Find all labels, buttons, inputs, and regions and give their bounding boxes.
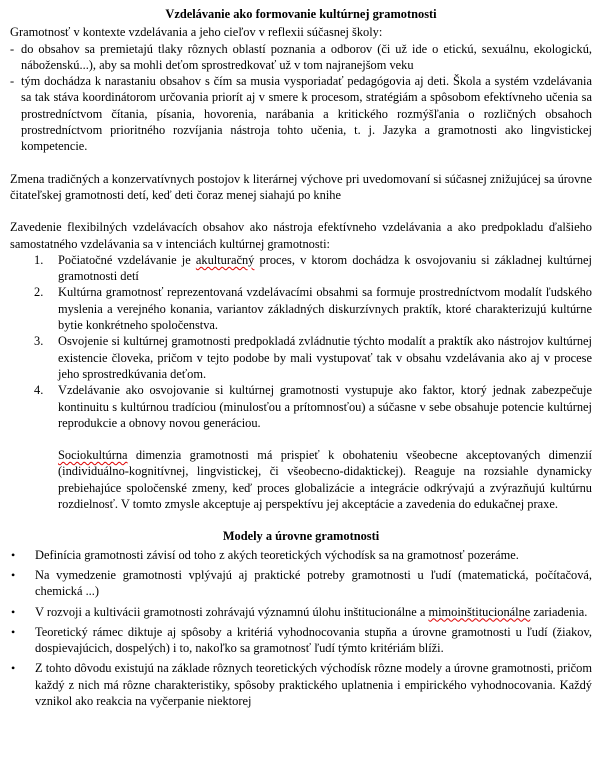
dash-item-text: do obsahov sa premietajú tlaky rôznych oblastí poznania a odborov (či už ide o etickú, sexuálnu, ekologickú, náboženskú...), aby sa mohli deťom sprostredkovať už v tom najranejšom veku bbox=[21, 41, 592, 72]
item-text: Osvojenie si kultúrnej gramotnosti predpokladá zvládnutie týchto modalít a praktík ako nástrojov kultúrnej existencie človeka, pričom v tejto podobe by mali vystupovať tak v obsahu vzdelávania ako aj v procese jeho sprostredkúvania deťom. bbox=[58, 334, 592, 381]
intro-line: Gramotnosť v kontexte vzdelávania a jeho cieľov v reflexii súčasnej školy: bbox=[10, 25, 383, 40]
dash-list-item bbox=[10, 73, 592, 154]
dash-marker: - bbox=[10, 74, 15, 89]
bullet-list-item bbox=[10, 660, 592, 709]
dash-marker: - bbox=[10, 41, 15, 56]
bullet-list-item bbox=[10, 604, 592, 620]
item-text: Počiatočné vzdelávanie je bbox=[58, 252, 196, 267]
bullet-text: Na vymedzenie gramotnosti vplývajú aj praktické potreby gramotnosti u ľudí (matematická, počítačová, chemická ...) bbox=[35, 567, 592, 599]
item-text: proces, v ktorom dochádza k osvojovaniu si základnej kultúrnej gramotnosti detí bbox=[58, 252, 592, 284]
section-title-cultural-literacy: Vzdelávanie ako formovanie kultúrnej gramotnosti bbox=[165, 7, 437, 21]
paragraph-gap bbox=[10, 155, 592, 171]
bullet-marker: • bbox=[11, 547, 16, 562]
item-number: 3. bbox=[34, 334, 44, 349]
numbered-list-item bbox=[10, 284, 592, 333]
bullet-list bbox=[10, 547, 592, 710]
bullet-list-item bbox=[10, 624, 592, 657]
item-number: 1. bbox=[34, 252, 44, 267]
bullet-marker: • bbox=[11, 567, 16, 582]
paragraph-gap bbox=[10, 203, 592, 219]
bullet-marker: • bbox=[11, 604, 16, 619]
numbered-list-item bbox=[10, 333, 592, 382]
bullet-text: Teoretický rámec diktuje aj spôsoby a kritériá vyhodnocovania stupňa a úrovne gramotnosti u ľudí (žiakov, dospievajúcich, dospelých) i to, nakoľko sa gramotnosť ľudí týmto kritériám blíži. bbox=[35, 624, 592, 656]
bullet-marker: • bbox=[11, 661, 16, 676]
item-number: 4. bbox=[34, 383, 44, 398]
paragraph-text: dimenzia gramotnosti má prispieť k obohateniu všeobecne akceptovaných dimenzií (individuálno-kognitívnej, lingvistickej, či všeobecno-didaktickej). Reaguje na rozsiahle dynamicky prebiehajúce spoločenské zmeny, keď proces globalizácie a integrácie odkrývajú a zvýrazňujú kultúrnu rozdielnosť. V tomto zmysle akceptuje aj perspektívu jej akceptácie a zavedenia do edukačnej praxe. bbox=[58, 448, 592, 512]
dash-item-text: tým dochádza k narastaniu obsahov s čím sa musia vysporiadať pedagógovia aj deti. Škola a systém vzdelávania sa tak stáva koordinátorom určovania priorít aj v smere k procesom, stratégiám a spôsobom efektívneho učenia sa prostredníctvom čítania, písania, hovorenia, narábania a kritického rozmýšľania o rozličných obsahoch prostredníctvom prioritného rozvíjania nástroja tohto učenia, t. j. Jazyka a gramotnosti ako lingvistickej kompetencie. bbox=[21, 74, 592, 154]
paragraph-gap bbox=[10, 431, 592, 447]
bullet-list-item bbox=[10, 567, 592, 600]
numbered-list bbox=[10, 252, 592, 431]
bullet-text: Definícia gramotnosti závisí od toho z akých teoretických východísk sa na gramotnosť pozeráme. bbox=[35, 547, 519, 562]
paragraph-gap bbox=[10, 512, 592, 528]
bullet-list-item bbox=[10, 547, 592, 563]
bullet-text: Z tohto dôvodu existujú na základe rôznych teoretických východísk rôzne modely a úrovne gramotnosti, pričom každý z nich má rôzne charakteristiky, spôsoby praktického uplatnenia i empirického vyhodnocovania. Každý vznikol ako reakcia na vyčerpanie niektorej bbox=[35, 661, 592, 708]
paragraph-literary-education: Zmena tradičných a konzervatívnych postojov k literárnej výchove pri uvedomovaní si súčasnej znižujúcej sa úrovne čitateľskej gramotnosti detí, keď deti čoraz menej siahajú po knihe bbox=[10, 171, 592, 202]
item-number: 2. bbox=[34, 285, 44, 300]
bullet-text: zariadenia. bbox=[530, 604, 588, 619]
bullet-marker: • bbox=[11, 624, 16, 639]
numbered-list-item bbox=[10, 252, 592, 285]
paragraph-flexible-content: Zavedenie flexibilných vzdelávacích obsahov ako nástroja efektívneho vzdelávania a ako predpokladu ďalšieho samostatného vzdelávania sa v intenciách kultúrnej gramotnosti: bbox=[10, 220, 592, 251]
dash-list-item bbox=[10, 41, 592, 74]
dash-list bbox=[10, 41, 592, 155]
item-text: Vzdelávanie ako osvojovanie si kultúrnej gramotnosti vystupuje ako faktor, ktorý jednak zabezpečuje kontinuitu s kultúrnou tradíciou (minulosťou a prítomnosťou) a súčasne v sebe obsahuje potencie kultúrnej reprodukcie a obnovy novou generáciou. bbox=[58, 383, 592, 430]
spellcheck-marked-word: mimoinštitucionálne bbox=[428, 604, 531, 619]
paragraph-sociocultural bbox=[10, 447, 592, 512]
item-text: Kultúrna gramotnosť reprezentovaná vzdelávacími obsahmi sa formuje prostredníctvom modalít ľudského myslenia a verejného konania, variantov základných diskurzívnych praktík, ktoré charakterizujú kultúrne bytie konkrétneho spoločenstva. bbox=[58, 285, 592, 333]
spellcheck-marked-word: Sociokultúrna bbox=[58, 448, 128, 463]
spellcheck-marked-word: akulturačný bbox=[195, 252, 255, 267]
bullet-text: V rozvoji a kultivácii gramotnosti zohrávajú významnú úlohu inštitucionálne a bbox=[35, 604, 429, 619]
numbered-list-item bbox=[10, 382, 592, 431]
section-title-models: Modely a úrovne gramotnosti bbox=[222, 529, 380, 544]
